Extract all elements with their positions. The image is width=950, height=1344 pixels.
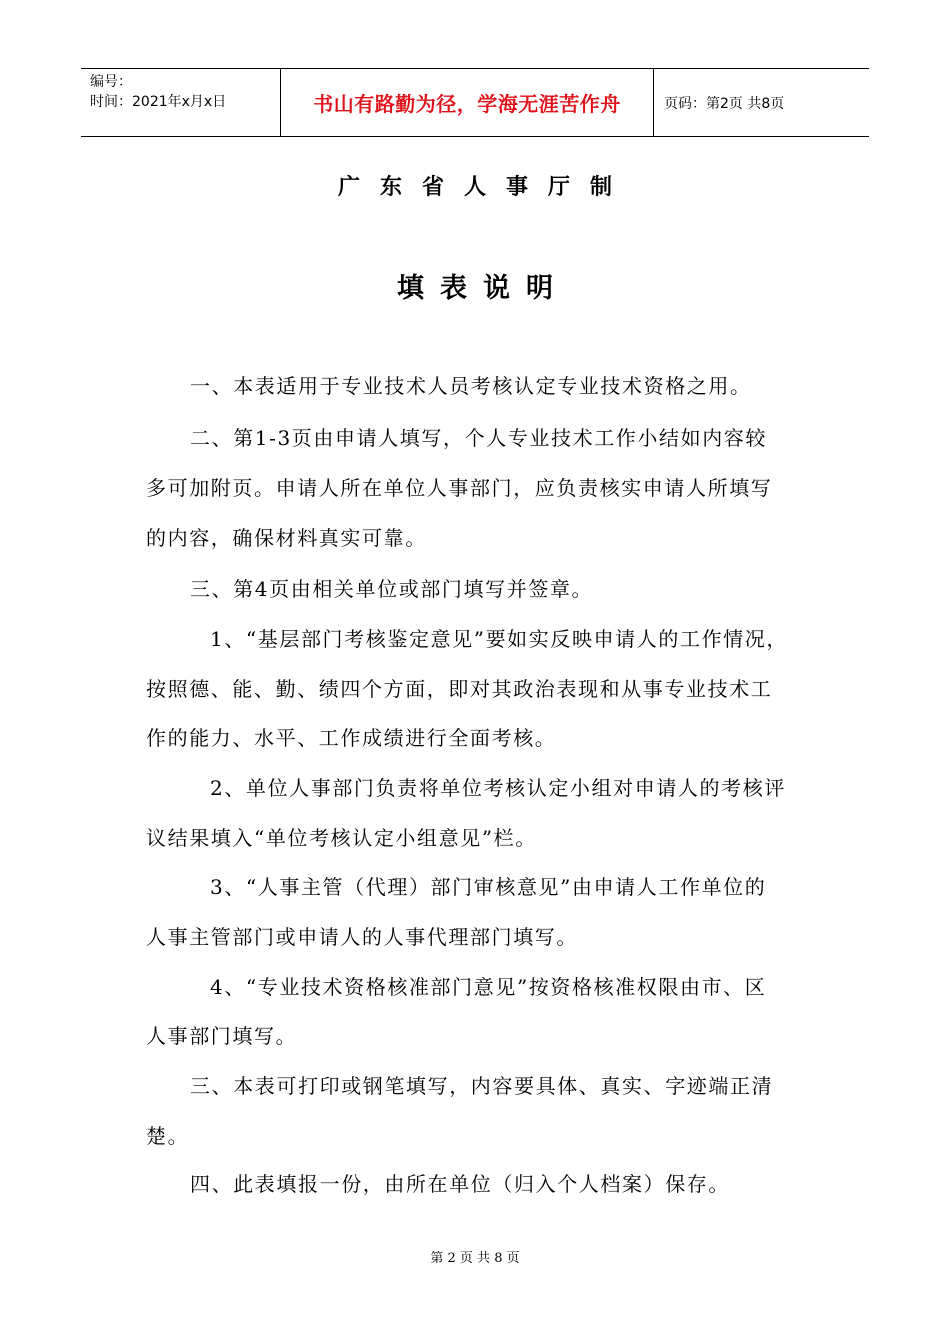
- paragraph-line: 1、“基层部门考核鉴定意见”要如实反映申请人的工作情况，: [210, 627, 788, 651]
- page-footer: 第 2 页 共 8 页: [430, 1251, 520, 1266]
- motto: 书山有路勤为径，学海无涯苦作舟: [281, 69, 654, 136]
- organization-title: 广东省人事厅制: [337, 174, 632, 200]
- paragraph-line: 人事部门填写。: [146, 1024, 298, 1048]
- header-left-cell: [81, 69, 281, 136]
- paragraph-line: 多可加附页。申请人所在单位人事部门，应负责核实申请人所填写: [146, 476, 773, 500]
- number-label: 编号：: [90, 74, 132, 90]
- paragraph-line: 作的能力、水平、工作成绩进行全面考核。: [146, 726, 557, 750]
- paragraph-line: 的内容，确保材料真实可靠。: [146, 526, 427, 550]
- paragraph-line: 人事主管部门或申请人的人事代理部门填写。: [146, 925, 578, 949]
- paragraph-line: 三、本表可打印或钢笔填写，内容要具体、真实、字迹端正清: [190, 1074, 774, 1098]
- page-header: [81, 68, 869, 137]
- paragraph-line: 2、单位人事部门负责将单位考核认定小组对申请人的考核评: [210, 776, 786, 800]
- paragraph-line: 3、“人事主管（代理）部门审核意见”由申请人工作单位的: [210, 875, 767, 899]
- paragraph-line: 四、此表填报一份，由所在单位（归入个人档案）保存。: [190, 1172, 730, 1196]
- page-number-label: 页码：第2页 共8页: [664, 95, 785, 112]
- paragraph-line: 4、“专业技术资格核准部门意见”按资格核准权限由市、区: [210, 975, 767, 999]
- paragraph-line: 楚。: [146, 1124, 190, 1148]
- document-title: 填表说明: [397, 273, 569, 304]
- paragraph-line: 一、本表适用于专业技术人员考核认定专业技术资格之用。: [190, 374, 752, 398]
- paragraph-line: 二、第1-3页由申请人填写，个人专业技术工作小结如内容较: [190, 426, 768, 450]
- paragraph-line: 按照德、能、勤、绩四个方面，即对其政治表现和从事专业技术工: [146, 677, 773, 701]
- time-label: 时间：2021年x月x日: [90, 94, 227, 110]
- paragraph-line: 议结果填入“单位考核认定小组意见”栏。: [146, 826, 537, 850]
- paragraph-line: 三、第4页由相关单位或部门填写并签章。: [190, 577, 594, 601]
